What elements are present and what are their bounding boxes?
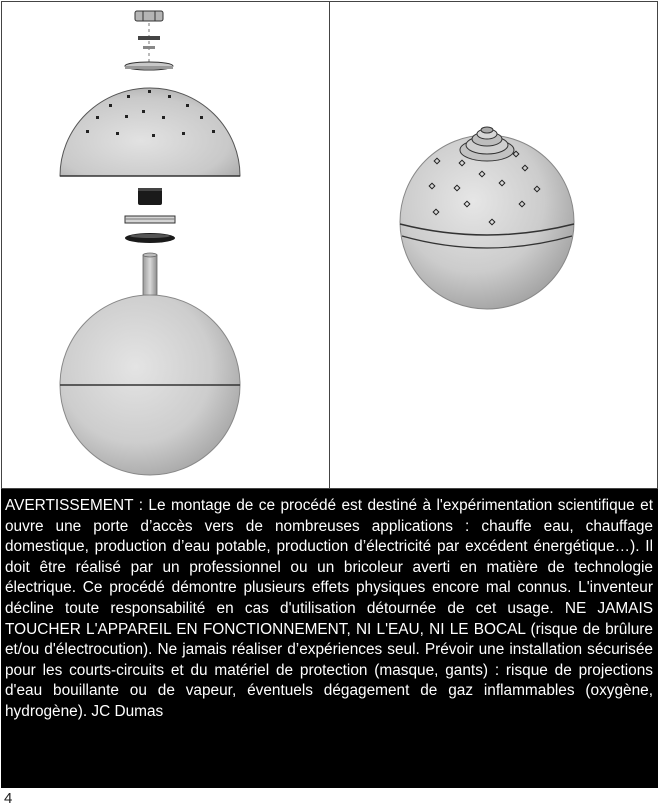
bottom-sphere [60,295,240,475]
top-nut [135,11,163,21]
top-fitting [460,127,514,161]
metal-ring [125,216,175,223]
tube [143,253,157,295]
rubber-seal [125,233,175,243]
figure-frame [1,1,658,489]
exploded-view-panel [2,2,329,488]
exploded-sphere-illustration [2,2,329,488]
warning-heading: AVERTISSEMENT : [5,497,143,514]
warning-text: Le montage de ce procédé est destiné à l'expérimentation scientifique et ouvre une porte d’accès vers de nombreuses applications : chauffe eau, chauffage domestique, production d’eau potable, production d’électricité par excédent énergétique…). Il doit être réalisé par un professionnel ou un bricoleur averti en matière de technologie électrique. Ce procédé démontre plusieurs effets physiques encore mal connus. L'inventeur décline toute responsabilité en cas d'utilisation détournée de cet usage. NE JAMAIS TOUCHER L'APPAREIL EN FONCTIONNEMENT, NI L'EAU, NI LE BOCAL (risque de brûlure et/ou d'électrocution). Ne jamais réaliser d’expériences seul. Prévoir une installation sécurisée pour les courts-circuits et du matériel de protection (masque, gants) : risque de projections d'eau bouillante ou de vapeur, éventuels dégagement de gaz inflammables (oxygène, hydrogène). JC Dumas [5,497,653,720]
top-hemisphere [60,88,240,176]
assembled-view-panel [330,2,657,488]
page-number: 4 [4,790,13,807]
assembled-sphere-illustration [330,2,657,488]
warning-box [1,489,658,788]
black-bushing [138,188,162,205]
flat-washer [125,62,173,70]
